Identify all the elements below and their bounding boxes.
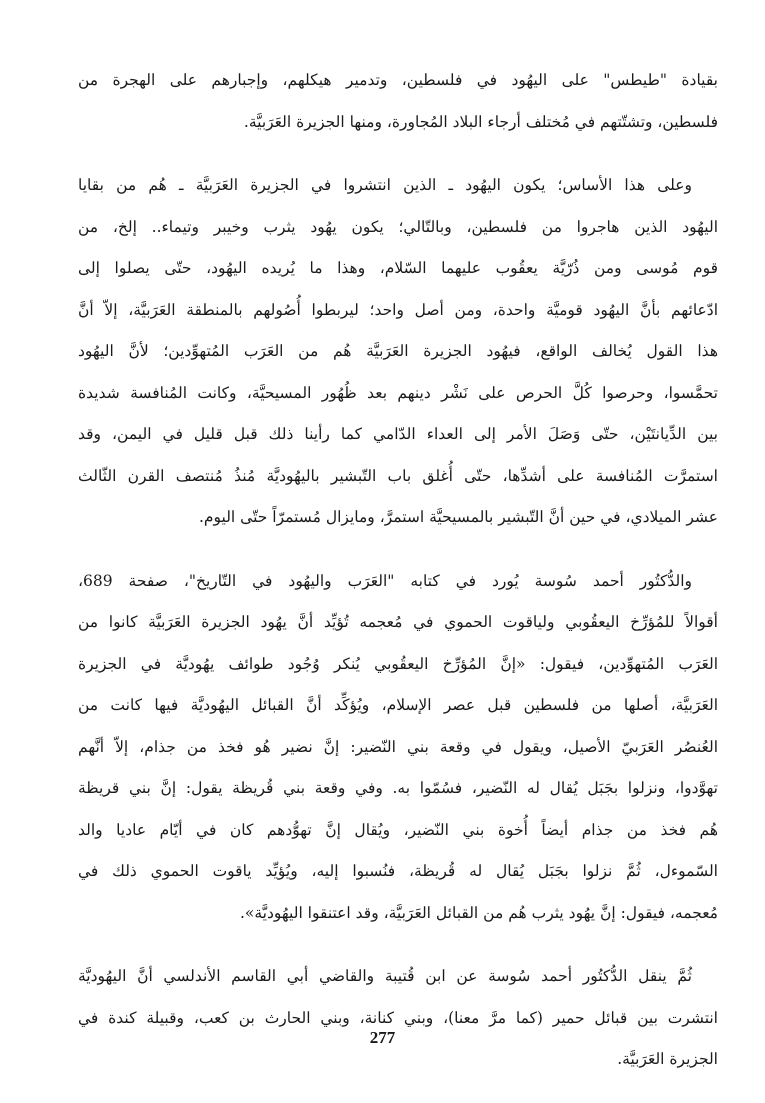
- text-line: استمرَّت المُنافسة على أشدِّها، حتّى أُغلق باب التّبشير باليهُوديَّة مُنذُ مُنتصف القرن الثّالث: [78, 466, 718, 485]
- text-line: هُم فخذ من جذام أيضاً أُخوة بني النّضير، ويُقال إنَّ تهوُّدهم كان في أيّام عاديا والد: [78, 820, 718, 839]
- text-line: تحمَّسوا، وحرصوا كُلَّ الحرص على نَشْر دينهم بعد ظُهُور المسيحيَّة، وكانت المُنافسة شديدة: [78, 383, 718, 402]
- text-line: فلسطين، وتشتّتهم في مُختلف أرجاء البلاد المُجاورة، ومنها الجزيرة العَرَبيَّة.: [243, 112, 718, 131]
- text-line: أقوالاً للمُؤرِّخ اليعقُوبي ولياقوت الحموي في مُعجمه تُؤيِّد أنَّ يهُود الجزيرة العَرَبيَّة كانوا من: [78, 613, 718, 631]
- text-line: بقيادة "طيطس" على اليهُود في فلسطين، وتدمير هيكلهم، وإجبارهم على الهجرة من: [78, 71, 718, 89]
- text-line: مُعجمه، فيقول: إنَّ يهُود يثرب هُم من القبائل العَرَبيَّة، وقد اعتنقوا اليهُوديَّة».: [239, 903, 718, 922]
- text-line: الجزيرة العَرَبيَّة.: [617, 1050, 718, 1068]
- text-line: اليهُود الذين هاجروا من فلسطين، وبالتّالي؛ يكون يهُود يثرب وخيبر وتيماء.. إلخ، من: [78, 217, 718, 236]
- text-line: قوم مُوسى ومن ذُرّيَّة يعقُوب عليهما السّلام، وهذا ما يُريده اليهُود، حتّى يصلوا إلى: [78, 259, 718, 277]
- text-line: ادّعائهم بأنَّ اليهُود قوميَّة واحدة، ومن أصل واحد؛ ليربطوا أُصُولهم بالمنطقة العَرَبيَّة، إلاّ أنَّ: [78, 300, 718, 319]
- text-line: العُنصُر العَرَبيّ الأصيل، ويقول في وقعة بني النّضير: إنَّ نضير هُو فخذ من جذام، إلاّ أنَّهم: [78, 737, 718, 756]
- paragraph-3: [78, 561, 718, 935]
- page-body: [78, 60, 718, 1103]
- text-line: وعلى هذا الأساس؛ يكون اليهُود ـ الذين انتشروا في الجزيرة العَرَبيَّة ـ هُم من بقايا: [78, 176, 692, 194]
- text-line: العَرَبيَّة، أصلها من فلسطين قبل عصر الإسلام، ويُؤكِّد أنَّ القبائل اليهُوديَّة فيها كانت من: [78, 696, 718, 714]
- paragraph-4: [78, 956, 718, 1081]
- paragraph-1: [78, 60, 718, 143]
- text-line: والدُّكتُور أحمد سُوسة يُورد في كتابه "العَرَب واليهُود في التّاريخ"، صفحة 689،: [78, 571, 692, 590]
- text-line: بين الدِّيانتَيْن، حتّى وَصَلَ الأمر إلى العداء الدّامي كما رأينا ذلك قبل قليل في اليمن، وقد: [78, 425, 718, 443]
- text-line: ثُمَّ ينقل الدُّكتُور أحمد سُوسة عن ابن قُتيبة والقاضي أبي القاسم الأندلسي أنَّ اليهُوديَّة: [78, 967, 692, 985]
- text-line: السّموءل، ثُمَّ نزلوا بجَبَل يُقال له قُريظة، فنُسبوا إليه، ويُؤيِّد ياقوت الحموي ذلك في: [78, 862, 718, 880]
- text-line: انتشرت بين قبائل حمير (كما مرَّ معنا)، وبني كنانة، وبني الحارث بن كعب، وقبيلة كندة في: [78, 1008, 718, 1027]
- text-line: هذا القول يُخالف الواقع، فيهُود الجزيرة العَرَبيَّة هُم من العَرَب المُتهوِّدين؛ لأنَّ اليهُود: [78, 342, 718, 360]
- page-number: 277: [369, 1028, 396, 1047]
- text-line: تهوَّدوا، ونزلوا بجَبَل يُقال له النّضير، فسُمّوا به. وفي وقعة بني قُريظة يقول: إنَّ بني قريظة: [78, 779, 718, 797]
- paragraph-2: [78, 165, 718, 539]
- text-line: عشر الميلادي، في حين أنَّ التّبشير بالمسيحيَّة استمرَّ، ومايزال مُستمرّاً حتّى اليوم.: [199, 508, 718, 526]
- text-line: العَرَب المُتهوِّدين، فيقول: «إنَّ المُؤرِّخ اليعقُوبي يُنكر وُجُود طوائف يهُوديَّة في الجزيرة: [78, 654, 718, 673]
